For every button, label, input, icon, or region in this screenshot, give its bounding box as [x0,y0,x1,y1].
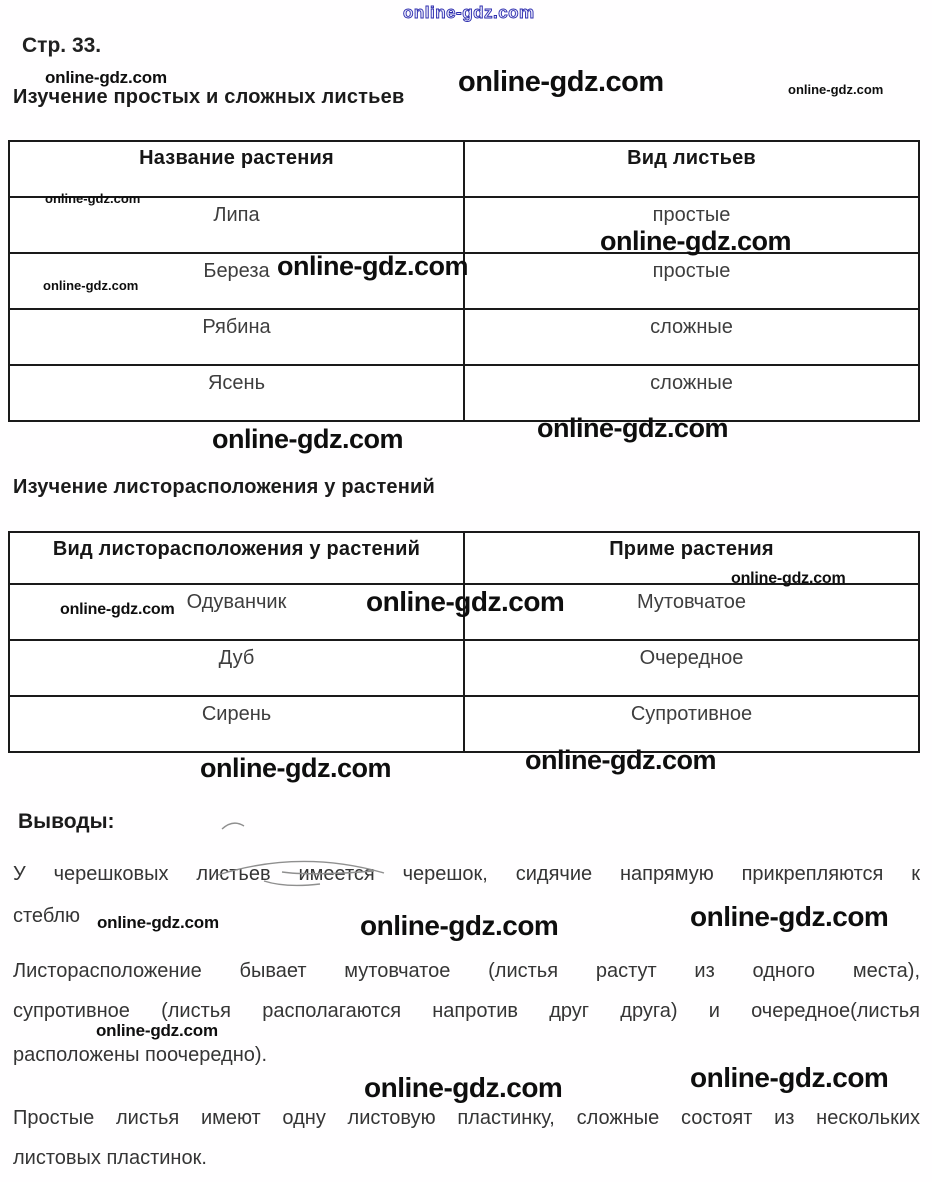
conclusion-paragraph-line: Листорасположение бывает мутовчатое (листья растут из одного места), [13,960,920,982]
table-header-cell: Название растения [9,141,464,197]
watermark-online-gdz: online-gdz.com [45,191,141,206]
table-cell: Береза [9,253,464,309]
conclusion-paragraph-line: супротивное (листья располагаются напротив друг друга) и очередное(листья [13,1000,920,1022]
leaf-arrangement-table [8,531,920,753]
table-cell: Мутовчатое [464,584,919,640]
table-row [9,309,919,365]
watermark-online-gdz: online-gdz.com [537,413,728,443]
table-cell: Сирень [9,696,464,752]
watermark-online-gdz: online-gdz.com [96,1021,218,1040]
watermark-online-gdz: online-gdz.com [690,1062,889,1093]
pen-scribble-icon [212,843,392,889]
table-header-cell: Приме растения [464,532,919,584]
page-number: Стр. 33. [22,34,102,57]
table-cell: Супротивное [464,696,919,752]
table-header-row [9,141,919,197]
table-cell: Рябина [9,309,464,365]
watermark-online-gdz: online-gdz.com [360,910,559,941]
table-cell: простые [464,253,919,309]
watermark-online-gdz: online-gdz.com [45,68,167,87]
conclusion-paragraph-line: Простые листья имеют одну листовую пластинку, сложные состоят из нескольких [13,1107,920,1129]
watermark-online-gdz: online-gdz.com [212,424,403,454]
watermark-online-gdz: online-gdz.com [600,226,791,256]
conclusion-paragraph-line: У черешковых листьев имеется черешок, сидячие напрямую прикрепляются к [13,863,920,885]
table-header-cell: Вид листьев [464,141,919,197]
watermark-online-gdz: online-gdz.com [43,278,139,293]
watermark-online-gdz: online-gdz.com [364,1072,563,1103]
table-row [9,365,919,421]
conclusion-paragraph-line: стеблю [13,905,81,927]
table-cell: Липа [9,197,464,253]
watermark-online-gdz: online-gdz.com [403,3,535,22]
table-cell: Ясень [9,365,464,421]
watermark-online-gdz: online-gdz.com [788,82,884,97]
watermark-online-gdz: online-gdz.com [525,745,716,775]
table-cell: сложные [464,309,919,365]
watermark-online-gdz: online-gdz.com [60,601,175,618]
table-cell: простые [464,197,919,253]
table-cell: Одуванчик [9,584,464,640]
table-row [9,696,919,752]
watermark-online-gdz: online-gdz.com [366,586,565,617]
watermark-online-gdz: online-gdz.com [731,570,846,587]
watermark-online-gdz: online-gdz.com [690,901,889,932]
table-cell: Дуб [9,640,464,696]
table-cell: сложные [464,365,919,421]
conclusion-paragraph-line: листовых пластинок. [13,1147,207,1169]
table-row [9,640,919,696]
watermark-online-gdz: online-gdz.com [277,251,468,281]
conclusion-paragraph-line: расположены поочередно). [13,1044,268,1066]
conclusions-title: Выводы: [18,810,115,833]
watermark-online-gdz: online-gdz.com [200,753,391,783]
pen-mark-icon [220,818,246,832]
watermark-online-gdz: online-gdz.com [458,66,664,98]
section-title-simple-complex-leaves: Изучение простых и сложных листьев [13,86,405,108]
table-header-cell: Вид листорасположения у растений [9,532,464,584]
section-title-leaf-arrangement: Изучение листорасположения у растений [13,476,436,498]
watermark-online-gdz: online-gdz.com [97,913,219,932]
table-cell: Очередное [464,640,919,696]
